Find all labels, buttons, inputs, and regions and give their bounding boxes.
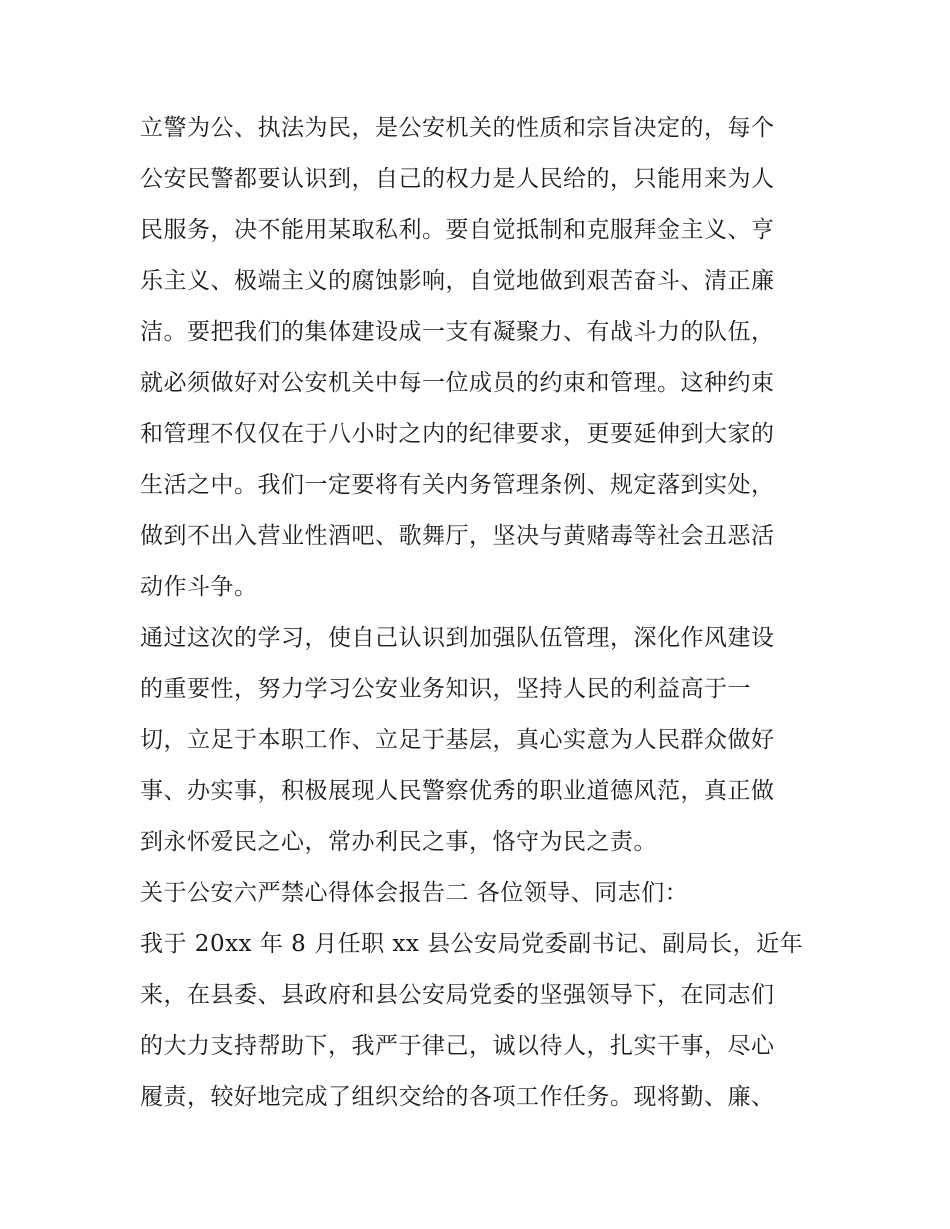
text-line-9: 做到不出入营业性酒吧、歌舞厅，坚决与黄赌毒等社会丑恶活 — [140, 523, 775, 549]
text-line-6: 就必须做好对公安机关中每一位成员的约束和管理。这种约束 — [140, 370, 775, 396]
text-line-8: 生活之中。我们一定要将有关内务管理条例、规定落到实处， — [140, 472, 775, 498]
text-line-5: 洁。要把我们的集体建设成一支有凝聚力、有战斗力的队伍， — [140, 319, 775, 345]
text-line-13: 切，立足于本职工作、立足于基层，真心实意为人民群众做好 — [140, 727, 775, 753]
text-line-10: 动作斗争。 — [140, 574, 258, 600]
document-body — [140, 103, 820, 1123]
text-line-1: 立警为公、执法为民，是公安机关的性质和宗旨决定的，每个 — [140, 115, 775, 141]
text-line-3: 民服务，决不能用某取私利。要自觉抵制和克服拜金主义、亨 — [140, 217, 775, 243]
text-line-16: 关于公安六严禁心得体会报告二 各位领导、同志们： — [140, 880, 689, 906]
text-line-7: 和管理不仅仅在于八小时之内的纪律要求，更要延伸到大家的 — [140, 421, 775, 447]
text-line-17: 我于 20xx 年 8 月任职 xx 县公安局党委副书记、副局长，近年 — [140, 931, 804, 957]
text-line-18: 来，在县委、县政府和县公安局党委的坚强领导下，在同志们 — [140, 982, 775, 1008]
text-line-11: 通过这次的学习，使自己认识到加强队伍管理，深化作风建设 — [140, 625, 775, 651]
text-line-14: 事、办实事，积极展现人民警察优秀的职业道德风范，真正做 — [140, 778, 775, 804]
text-line-20: 履责，较好地完成了组织交给的各项工作任务。现将勤、廉、 — [140, 1084, 775, 1110]
text-line-2: 公安民警都要认识到，自己的权力是人民给的，只能用来为人 — [140, 166, 775, 192]
text-line-12: 的重要性，努力学习公安业务知识，坚持人民的利益高于一 — [140, 676, 751, 702]
text-line-4: 乐主义、极端主义的腐蚀影响，自觉地做到艰苦奋斗、清正廉 — [140, 268, 775, 294]
text-line-15: 到永怀爱民之心，常办利民之事，恪守为民之责。 — [140, 829, 657, 855]
text-line-19: 的大力支持帮助下，我严于律己，诚以待人，扎实干事，尽心 — [140, 1033, 775, 1059]
